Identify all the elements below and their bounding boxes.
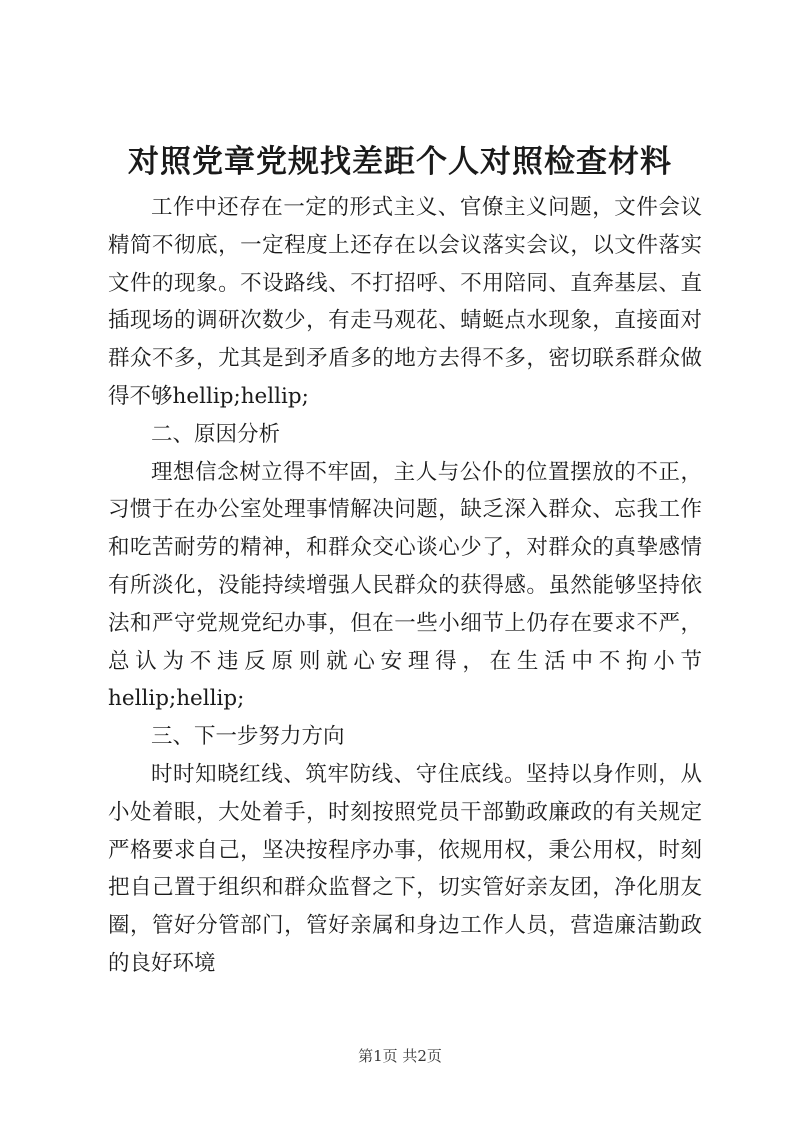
paragraph-problems: 工作中还存在一定的形式主义、官僚主义问题，文件会议精简不彻底，一定程度上还存在以会议落实会议，以文件落实文件的现象。不设路线、不打招呼、不用陪同、直奔基层、直插现场的调研次数少，有走马观花、蜻蜓点水现象，直接面对群众不多，尤其是到矛盾多的地方去得不多，密切联系群众做得不够hellip;hellip; <box>108 195 702 409</box>
page-indicator: 第1页 共2页 <box>358 1047 442 1065</box>
paragraph-next-steps: 时时知晓红线、筑牢防线、守住底线。坚持以身作则，从小处着眼，大处着手，时刻按照党员干部勤政廉政的有关规定严格要求自己，坚决按程序办事，依规用权，秉公用权，时刻把自己置于组织和群众监督之下，切实管好亲友团，净化朋友圈，管好分管部门，管好亲属和身边工作人员，营造廉洁勤政的良好环境 <box>108 761 702 976</box>
document-title: 对照党章党规找差距个人对照检查材料 <box>128 144 672 180</box>
document-body <box>108 189 702 983</box>
section-heading-causes: 二、原因分析 <box>151 421 281 447</box>
paragraph-causes: 理想信念树立得不牢固，主人与公仆的位置摆放的不正，习惯于在办公室处理事情解决问题，缺乏深入群众、忘我工作和吃苦耐劳的精神，和群众交心谈心少了，对群众的真挚感情有所淡化，没能持续增强人民群众的获得感。虽然能够坚持依法和严守党规党纪办事，但在一些小细节上仍存在要求不严，总认为不违反原则就心安理得，在生活中不拘小节hellip;hellip; <box>108 459 702 712</box>
section-heading-next-steps: 三、下一步努力方向 <box>151 724 345 750</box>
